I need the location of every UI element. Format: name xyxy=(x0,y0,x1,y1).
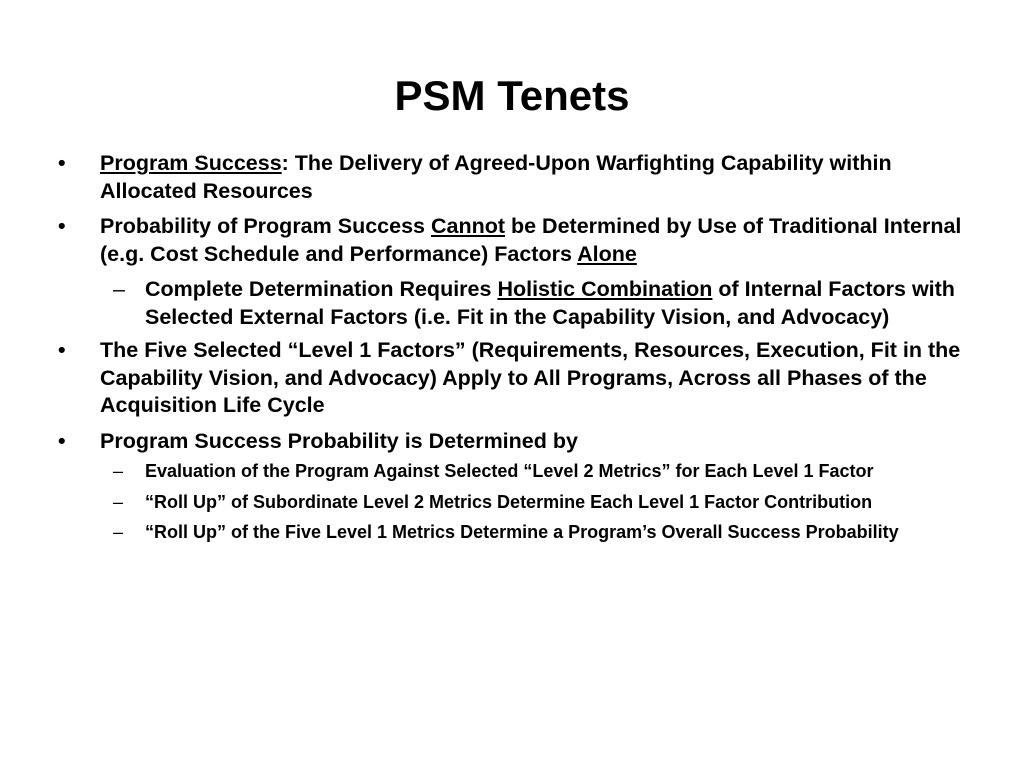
dash-glyph: – xyxy=(113,461,124,481)
sub-bullet-text-part: of Internal Factors with Selected External Factors (i.e. Fit in the Capability Vision, and Advocacy) xyxy=(145,277,955,329)
sub-bullet-text: “Roll Up” of Subordinate Level 2 Metrics Determine Each Level 1 Factor Contribution xyxy=(145,491,873,512)
bullet-glyph: • xyxy=(58,338,66,362)
sub-bullet-roll-up-level1 xyxy=(58,520,968,545)
bullet-success-probability xyxy=(58,428,968,456)
dash-glyph: – xyxy=(113,522,124,542)
bullet-program-success xyxy=(58,150,968,205)
sub-bullet-text: Evaluation of the Program Against Selected “Level 2 Metrics” for Each Level 1 Factor xyxy=(145,461,874,481)
bullet-text-part: be Determined by Use of Traditional Internal (e.g. Cost Schedule and Performance) Factors xyxy=(100,214,962,266)
program-success-definition: : The Delivery of Agreed-Upon Warfighting Capability within Allocated Resources xyxy=(100,151,892,203)
program-success-term: Program Success xyxy=(100,151,282,175)
dash-glyph: – xyxy=(113,277,125,301)
bullet-text: Program Success Probability is Determined by xyxy=(100,428,578,453)
sub-bullet-evaluation xyxy=(58,459,968,484)
bullet-glyph: • xyxy=(58,214,66,238)
underlined-holistic-combination: Holistic Combination xyxy=(497,277,713,301)
slide-title: PSM Tenets xyxy=(394,72,630,119)
dash-glyph: – xyxy=(113,491,124,512)
bullet-text: The Five Selected “Level 1 Factors” (Requirements, Resources, Execution, Fit in the Capability Vision, and Advocacy) Apply to All Programs, Across all Phases of the Acquisition Life Cycle xyxy=(100,338,961,417)
bullet-text-part: Probability of Program Success xyxy=(100,214,431,238)
bullet-glyph: • xyxy=(58,428,66,453)
sub-bullet-holistic xyxy=(58,276,968,331)
sub-bullet-text: “Roll Up” of the Five Level 1 Metrics Determine a Program’s Overall Success Probability xyxy=(145,522,899,542)
sub-bullet-roll-up-level2 xyxy=(58,490,968,515)
bullet-glyph: • xyxy=(58,151,66,175)
slide-body xyxy=(58,150,968,551)
underlined-cannot: Cannot xyxy=(430,214,506,238)
sub-bullet-text-part: Complete Determination Requires xyxy=(145,277,498,301)
bullet-five-factors xyxy=(58,337,968,420)
underlined-alone: Alone xyxy=(577,241,637,266)
bullet-probability-cannot xyxy=(58,213,968,268)
